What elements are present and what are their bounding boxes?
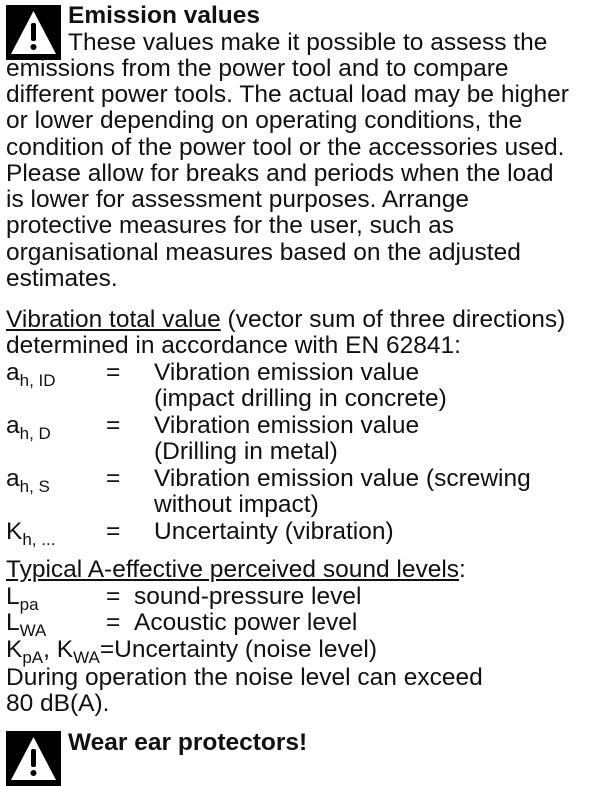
symbol: K bbox=[6, 636, 23, 663]
intro-line: organisational measures based on the adjusted bbox=[6, 239, 521, 266]
symbol-subscript: WA bbox=[19, 621, 47, 640]
vibration-heading-rest: (vector sum of three directions) bbox=[220, 306, 566, 333]
noise-note: During operation the noise level can exceed bbox=[6, 664, 483, 691]
intro-line: These values make it possible to assess the bbox=[68, 29, 548, 56]
symbol: K bbox=[6, 518, 23, 545]
sound-heading-term: Typical A-effective perceived sound levels bbox=[6, 556, 460, 583]
intro-line: Please allow for breaks and periods when the load bbox=[6, 160, 554, 187]
intro-line: emissions from the power tool and to compare bbox=[6, 55, 509, 82]
intro-line: estimates. bbox=[6, 265, 118, 292]
symbol-subscript: h, S bbox=[19, 477, 50, 496]
intro-line: different power tools. The actual load may be higher bbox=[6, 81, 569, 108]
symbol: a bbox=[6, 465, 20, 492]
symbol-subscript: h, ID bbox=[19, 371, 56, 390]
equals: = bbox=[106, 518, 121, 545]
definition: =Uncertainty (noise level) bbox=[99, 636, 377, 663]
equals: = bbox=[106, 465, 121, 492]
uncertainty-noise bbox=[6, 636, 377, 667]
definition: Vibration emission value (screwing bbox=[154, 465, 531, 492]
separator: , bbox=[43, 636, 57, 663]
symbol: L bbox=[6, 583, 20, 610]
definition: Vibration emission value bbox=[154, 359, 420, 386]
vibration-item bbox=[6, 465, 606, 496]
symbol: L bbox=[6, 609, 20, 636]
vibration-item bbox=[6, 412, 606, 443]
symbol: a bbox=[6, 412, 20, 439]
ear-protection-warning: Wear ear protectors! bbox=[68, 729, 308, 756]
definition-cont: without impact) bbox=[154, 491, 319, 518]
section-title: Emission values bbox=[68, 2, 261, 29]
symbol-subscript: WA bbox=[73, 648, 100, 667]
symbol: a bbox=[6, 359, 20, 386]
vibration-heading bbox=[6, 307, 565, 333]
equals: = bbox=[106, 583, 121, 610]
symbol: K bbox=[56, 636, 74, 663]
definition: Acoustic power level bbox=[134, 609, 358, 636]
definition: Uncertainty (vibration) bbox=[154, 518, 394, 545]
definition: Vibration emission value bbox=[154, 412, 420, 439]
definition-cont: (impact drilling in concrete) bbox=[154, 385, 447, 412]
symbol-subscript: pA bbox=[22, 648, 44, 667]
intro-line: protective measures for the user, such as bbox=[6, 212, 455, 239]
symbol-subscript: pa bbox=[19, 595, 39, 614]
warning-icon bbox=[6, 5, 61, 60]
definition-cont: (Drilling in metal) bbox=[154, 438, 338, 465]
vibration-item bbox=[6, 359, 606, 390]
symbol-subscript: h, D bbox=[19, 424, 51, 443]
sound-item bbox=[6, 609, 606, 640]
vibration-standard: determined in accordance with EN 62841: bbox=[6, 332, 461, 359]
intro-line: is lower for assessment purposes. Arrange bbox=[6, 186, 469, 213]
equals: = bbox=[106, 609, 121, 636]
noise-note: 80 dB(A). bbox=[6, 690, 110, 717]
intro-line: or lower depending on operating conditions, the bbox=[6, 107, 523, 134]
sound-heading bbox=[6, 557, 466, 583]
symbol-subscript: h, ... bbox=[22, 530, 56, 549]
sound-item bbox=[6, 583, 606, 614]
warning-icon bbox=[6, 731, 61, 786]
vibration-heading-term: Vibration total value bbox=[6, 306, 221, 333]
definition: sound-pressure level bbox=[134, 583, 362, 610]
equals: = bbox=[106, 359, 121, 386]
equals: = bbox=[106, 412, 121, 439]
colon: : bbox=[459, 556, 466, 583]
vibration-item bbox=[6, 518, 606, 549]
intro-line: condition of the power tool or the accessories used. bbox=[6, 134, 565, 161]
